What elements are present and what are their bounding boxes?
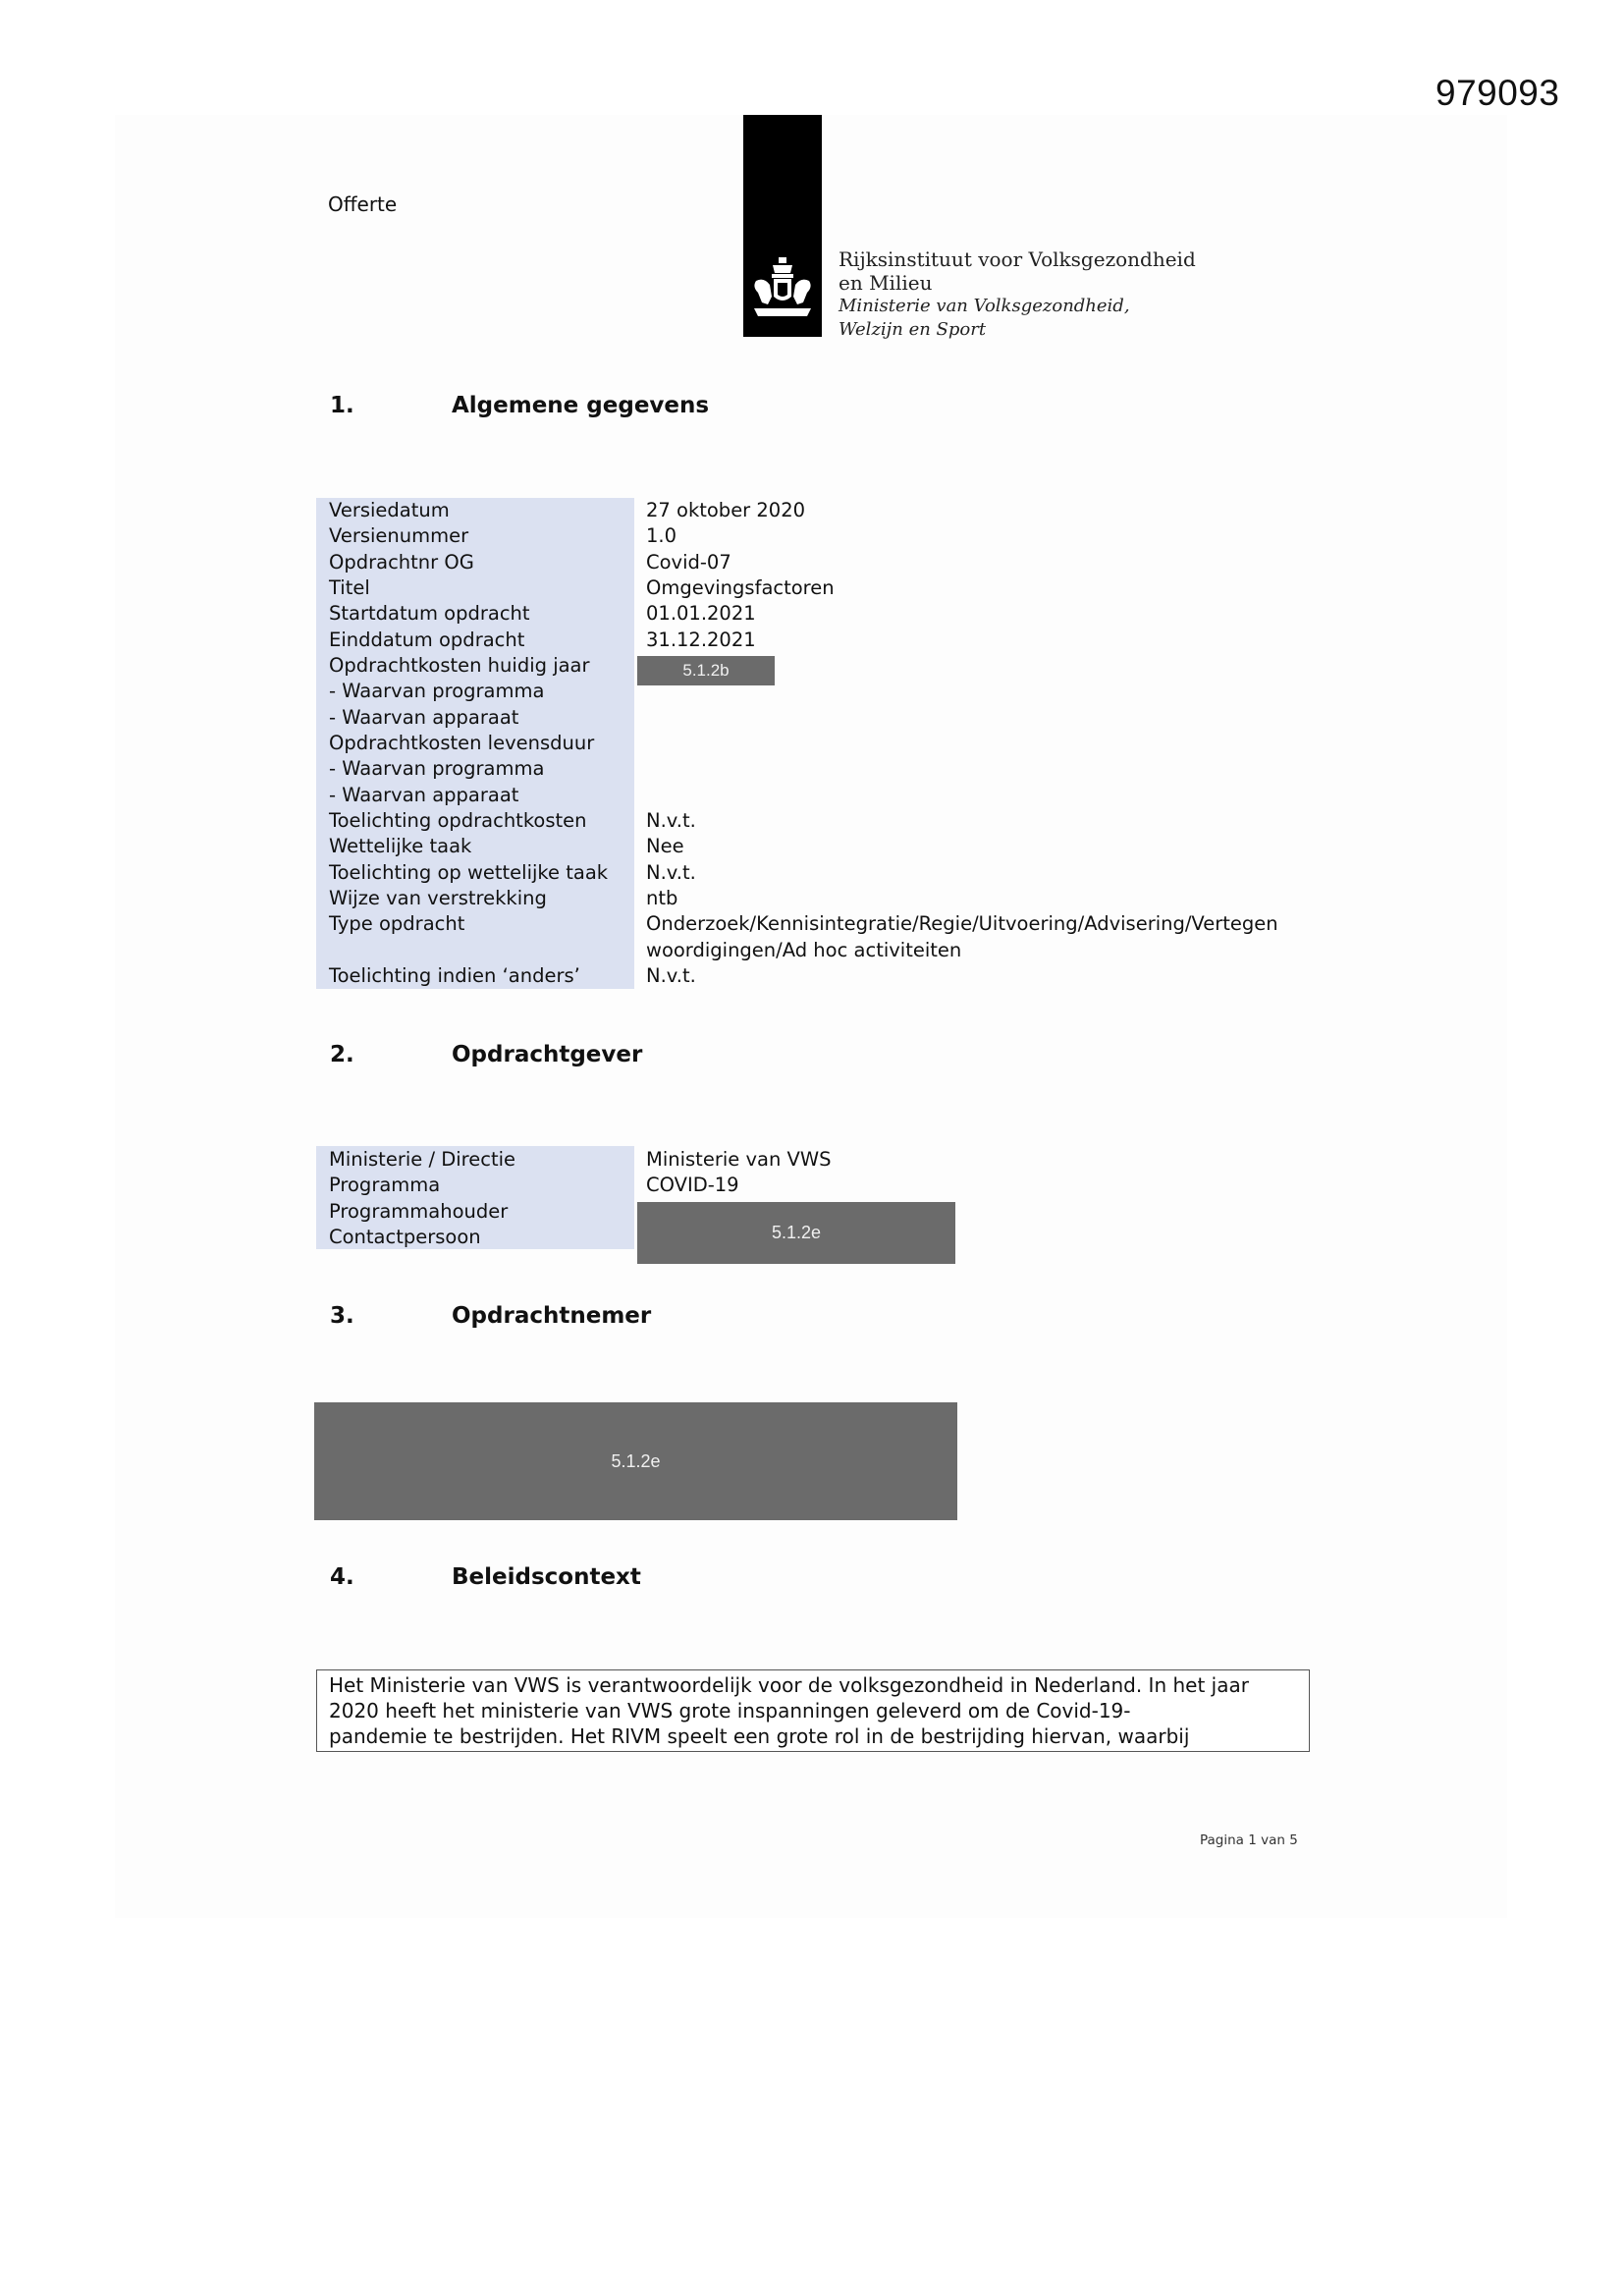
redaction-5-1-2b: 5.1.2b <box>637 656 775 685</box>
org-line-4: Welzijn en Sport <box>839 319 987 340</box>
table-label: Wijze van verstrekking <box>329 887 547 909</box>
section-title: Opdrachtgever <box>452 1042 643 1067</box>
royal-coat-of-arms-icon <box>748 257 817 322</box>
table-label: Type opdracht <box>329 912 465 935</box>
table-label: Einddatum opdracht <box>329 629 525 651</box>
section-1-heading <box>330 393 1017 422</box>
table-label: - Waarvan apparaat <box>329 706 519 729</box>
table-label: Versienummer <box>329 524 469 547</box>
doc-type-label: Offerte <box>328 192 398 216</box>
table-value: Omgevingsfactoren <box>646 576 835 599</box>
table-label: Opdrachtkosten levensduur <box>329 732 595 754</box>
section-3-heading <box>330 1303 1017 1333</box>
redaction-5-1-2e: 5.1.2e <box>637 1202 955 1264</box>
table-label: Contactpersoon <box>329 1226 481 1248</box>
table-value: 31.12.2021 <box>646 629 756 651</box>
section-title: Opdrachtnemer <box>452 1303 652 1329</box>
section-title: Beleidscontext <box>452 1564 641 1590</box>
section-title: Algemene gegevens <box>452 393 710 418</box>
table-value: N.v.t. <box>646 964 696 987</box>
table-label: Toelichting opdrachtkosten <box>329 809 587 832</box>
section-number: 4. <box>330 1564 354 1590</box>
table-label: Opdrachtkosten huidig jaar <box>329 654 590 677</box>
redaction-5-1-2e: 5.1.2e <box>314 1402 957 1520</box>
table-value: Nee <box>646 835 684 857</box>
page-number: Pagina 1 van 5 <box>1200 1832 1298 1848</box>
section-4-heading <box>330 1564 1017 1594</box>
beleidscontext-text <box>317 1670 1309 1751</box>
section-number: 1. <box>330 393 354 418</box>
table-label: Startdatum opdracht <box>329 602 530 625</box>
table-value: Covid-07 <box>646 551 731 574</box>
table-label: Programma <box>329 1174 441 1196</box>
section-2-heading <box>330 1042 1017 1071</box>
table-label: Wettelijke taak <box>329 835 472 857</box>
table-label: Ministerie / Directie <box>329 1148 516 1171</box>
table-label: - Waarvan programma <box>329 680 545 702</box>
document-id: 979093 <box>1435 73 1560 113</box>
organization-name <box>839 247 1196 342</box>
page <box>115 115 1507 1918</box>
text-line: 2020 heeft het ministerie van VWS grote inspanningen geleverd om de Covid-19- <box>329 1699 1131 1722</box>
table-value: woordigingen/Ad hoc activiteiten <box>646 939 962 961</box>
text-line: Het Ministerie van VWS is verantwoordelijk voor de volksgezondheid in Nederland. In het jaar <box>329 1673 1249 1697</box>
table-value: ntb <box>646 887 678 909</box>
table-label: Opdrachtnr OG <box>329 551 474 574</box>
table-label: Programmahouder <box>329 1200 509 1223</box>
table-value: 27 oktober 2020 <box>646 499 806 521</box>
table-label: Toelichting op wettelijke taak <box>329 861 609 884</box>
table-label: Titel <box>329 576 370 599</box>
org-line-2: en Milieu <box>839 271 933 295</box>
table-label: - Waarvan programma <box>329 757 545 780</box>
table-value: COVID-19 <box>646 1174 739 1196</box>
table-value: Onderzoek/Kennisintegratie/Regie/Uitvoering/Advisering/Vertegen <box>646 912 1278 935</box>
table-value: Ministerie van VWS <box>646 1148 832 1171</box>
table-value: 01.01.2021 <box>646 602 756 625</box>
org-line-3: Ministerie van Volksgezondheid, <box>839 296 1130 316</box>
beleidscontext-textbox <box>316 1669 1310 1752</box>
table-value: N.v.t. <box>646 809 696 832</box>
org-line-1: Rijksinstituut voor Volksgezondheid <box>839 247 1196 271</box>
table-value: N.v.t. <box>646 861 696 884</box>
table-label: Versiedatum <box>329 499 450 521</box>
table-label: Toelichting indien ‘anders’ <box>329 964 580 987</box>
section-number: 3. <box>330 1303 354 1329</box>
text-line: pandemie te bestrijden. Het RIVM speelt een grote rol in de bestrijding hiervan, waarbij <box>329 1724 1190 1748</box>
section-number: 2. <box>330 1042 354 1067</box>
table-label: - Waarvan apparaat <box>329 784 519 806</box>
table-value: 1.0 <box>646 524 677 547</box>
